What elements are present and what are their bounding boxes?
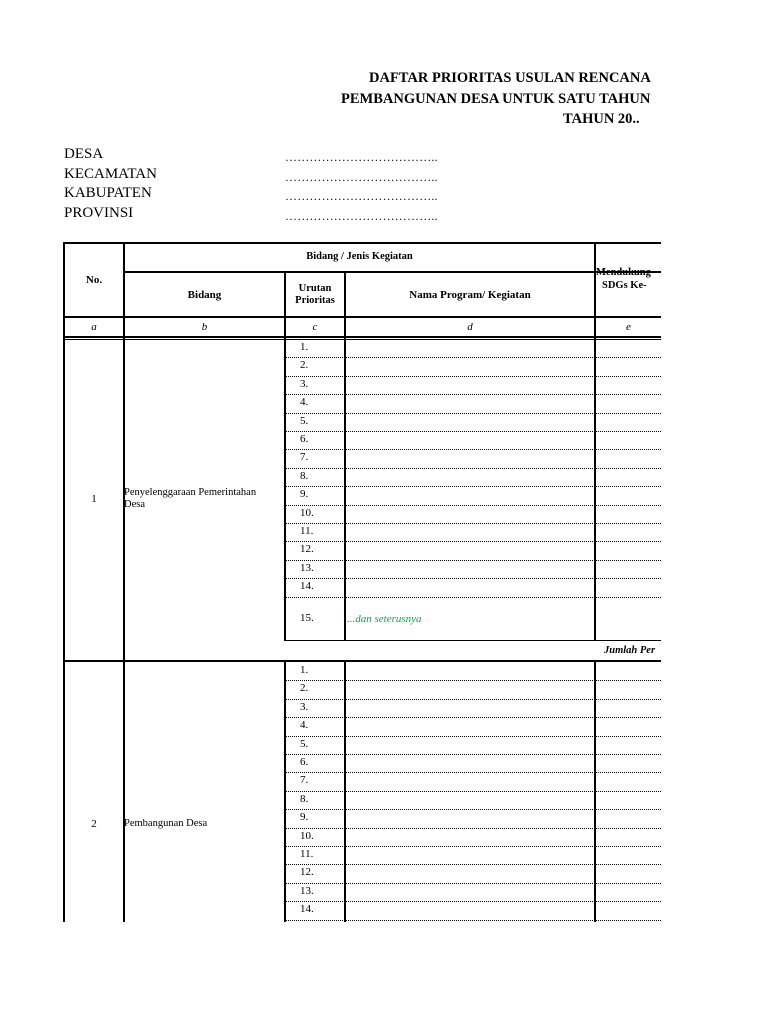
field-kecamatan: ……………………………….. [285,170,438,184]
section1-row-separator [286,413,661,414]
section1-item-9: 9. [300,488,309,501]
section1-item-7: 7. [300,451,309,464]
doc-title-year: TAHUN 20.. [563,111,640,127]
field-provinsi: ……………………………….. [285,209,438,223]
col-letter-d: d [467,321,473,333]
header-bidang: Bidang [187,289,222,301]
section2-item-2: 2. [300,682,309,695]
section2-row-separator [286,791,661,792]
section2-item-14: 14. [300,903,314,916]
header-urutan: Urutan Prioritas [295,283,335,306]
label-kecamatan: KECAMATAN [64,166,157,182]
section1-item-14: 14. [300,580,314,593]
section2-row-separator [286,809,661,810]
header-bidang-jenis: Bidang / Jenis Kegiatan [306,251,413,262]
header-nama-program: Nama Program/ Kegiatan [409,289,531,301]
section2-item-10: 10. [300,829,314,842]
section2-item-1: 1. [300,664,309,676]
section2-item-5: 5. [300,737,309,750]
section2-item-8: 8. [300,792,309,805]
section1-item-1: 1. [300,341,309,353]
field-desa: ……………………………….. [285,150,438,164]
section1-item-10: 10. [300,506,314,519]
section2-row-separator [286,864,661,865]
section1-item-15: 15. [300,611,314,624]
section1-row-separator [286,468,661,469]
col-letter-a: a [91,321,97,333]
col-letter-b: b [201,321,208,333]
section2-row-separator [286,901,661,902]
section1-row-separator [286,505,661,506]
section1-item-3: 3. [300,377,309,390]
label-desa: DESA [64,146,104,162]
section2-row-separator [286,717,661,718]
section1-item-13: 13. [300,561,314,574]
section1-item-5: 5. [300,414,309,427]
section2-item-4: 4. [300,719,309,732]
header-no: No. [85,274,103,286]
section2-row-separator [286,736,661,737]
section1-no: 1 [91,493,97,505]
section2-item-13: 13. [300,884,314,897]
section2-row-separator [286,699,661,700]
section1-row-separator [286,578,661,579]
col-letter-e: e [626,321,631,333]
section2-item-3: 3. [300,700,309,713]
section1-row-separator [286,486,661,487]
field-kabupaten: ……………………………….. [285,189,438,203]
section2-row-separator [286,754,661,755]
section1-row-separator [286,394,661,395]
section1-row-separator [286,357,661,358]
section1-row-separator [286,449,661,450]
section1-item-8: 8. [300,469,309,482]
section2-row-separator [286,828,661,829]
section2-no: 2 [91,818,97,830]
section2-row-separator [286,920,661,921]
section1-row-separator [286,560,661,561]
section1-total-label: Jumlah Per [604,645,656,656]
section1-item-12: 12. [300,543,314,556]
section2-row-separator [286,680,661,681]
label-kabupaten: KABUPATEN [64,185,152,201]
col-letter-c: c [312,321,318,333]
section2-item-11: 11. [300,848,314,860]
section2-bidang: Pembangunan Desa [124,818,208,829]
section2-item-12: 12. [300,866,314,879]
section1-row-separator [286,376,661,377]
label-provinsi: PROVINSI [64,205,134,221]
section1-item-2: 2. [300,359,309,372]
section1-item-11: 11. [300,525,314,537]
section1-row-separator [286,523,661,524]
section1-item-4: 4. [300,396,309,409]
header-sdgs: Mendukung SDGs Ke- [596,267,651,291]
section1-item-6: 6. [300,433,309,445]
doc-title-line1: DAFTAR PRIORITAS USULAN RENCANA [369,70,651,86]
section2-row-separator [286,772,661,773]
section2-row-separator [286,846,661,847]
section1-row-separator [286,431,661,432]
section1-note: ...dan seterusnya [347,613,422,625]
section1-bidang: Penyelenggaraan Pemerintahan Desa [124,487,257,510]
section2-item-7: 7. [300,774,309,787]
section1-row-separator [286,597,661,598]
section2-item-9: 9. [300,811,309,824]
doc-title-line2: PEMBANGUNAN DESA UNTUK SATU TAHUN [341,91,651,107]
section1-row-separator [286,541,661,542]
section2-row-separator [286,883,661,884]
section2-item-6: 6. [300,756,309,768]
